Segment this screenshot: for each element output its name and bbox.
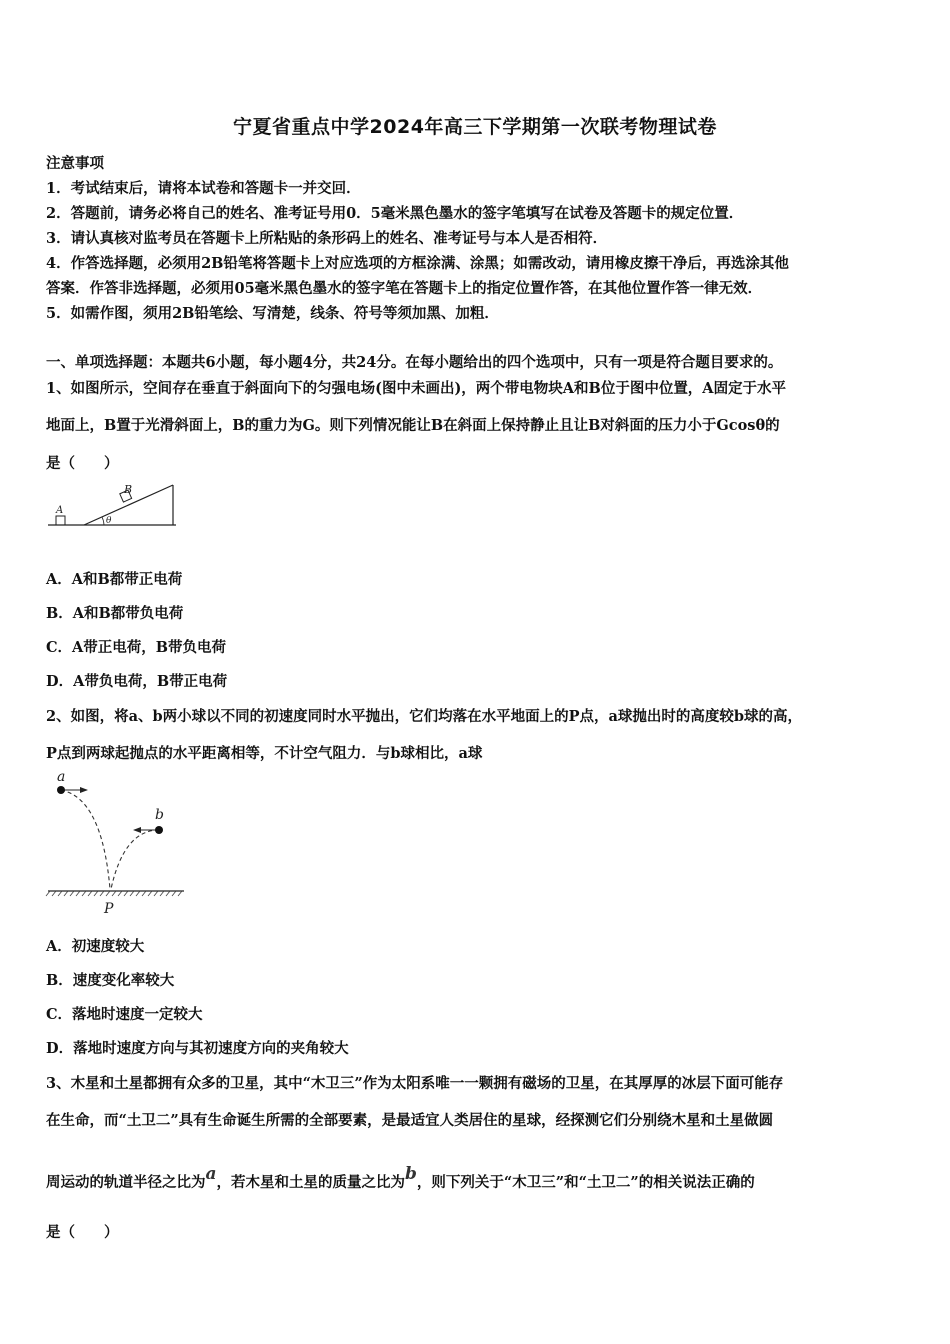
question-3-text — [46, 1164, 755, 1192]
notice-item: 答案．作答非选择题，必须用05毫米黑色墨水的签字笔在答题卡上的指定位置作答，在其他位置作答一律无效． — [46, 280, 763, 297]
label-a: a — [57, 769, 66, 785]
ball-a — [57, 786, 65, 794]
q3-line3-part3: ，则下列关于“木卫三”和“土卫二”的相关说法正确的 — [416, 1174, 755, 1191]
q1-option-b: B．A和B都带负电荷 — [46, 605, 184, 622]
q3-line3-part2: ，若木星和土星的质量之比为 — [216, 1174, 406, 1191]
question-2-text: P点到两球起抛点的水平距离相等，不计空气阻力．与b球相比，a球 — [46, 745, 483, 762]
question-3-text: 3、木星和土星都拥有众多的卫星，其中“木卫三”作为太阳系唯一一颗拥有磁场的卫星，在其厚厚的冰层下面可能存 — [46, 1075, 784, 1092]
question-1-text: 是（ ） — [46, 455, 119, 472]
q2-option-c: C．落地时速度一定较大 — [46, 1006, 203, 1023]
label-p: P — [104, 901, 114, 917]
q3-line3-part1: 周运动的轨道半径之比为 — [46, 1174, 206, 1191]
notice-item: 3．请认真核对监考员在答题卡上所粘贴的条形码上的姓名、准考证号与本人是否相符． — [46, 230, 608, 247]
angle-arc — [102, 517, 104, 525]
block-a — [56, 516, 65, 525]
q2-option-a: A．初速度较大 — [46, 938, 145, 955]
variable-a: a — [205, 1164, 217, 1184]
label-b: b — [155, 807, 164, 823]
notice-item: 4．作答选择题，必须用2B铅笔将答题卡上对应选项的方框涂满、涂黑；如需改动，请用橡皮擦干净后，再选涂其他 — [46, 255, 789, 272]
q1-option-a: A．A和B都带正电荷 — [46, 571, 183, 588]
notice-item: 1．考试结束后，请将本试卷和答题卡一并交回． — [46, 180, 361, 197]
q1-option-d: D．A带负电荷，B带正电荷 — [46, 673, 228, 690]
trajectory-b — [111, 830, 159, 889]
trajectory-a — [61, 790, 110, 889]
page-title: 宁夏省重点中学2024年高三下学期第一次联考物理试卷 — [233, 116, 717, 138]
q2-option-b: B．速度变化率较大 — [46, 972, 175, 989]
question-3-text: 是（ ） — [46, 1224, 119, 1241]
ball-b — [155, 826, 163, 834]
projectile-figure — [44, 768, 194, 918]
notice-item: 5．如需作图，须用2B铅笔绘、写清楚，线条、符号等须加黑、加粗． — [46, 305, 499, 322]
section-heading: 一、单项选择题：本题共6小题，每小题4分，共24分。在每小题给出的四个选项中，只有一项是符合题目要求的。 — [46, 354, 783, 371]
notice-item: 2．答题前，请务必将自己的姓名、准考证号用0．5毫米黑色墨水的签字笔填写在试卷及答题卡的规定位置． — [46, 205, 744, 222]
label-a: A — [56, 505, 64, 516]
label-b: B — [124, 483, 133, 496]
question-1-text: 地面上，B置于光滑斜面上，B的重力为G。则下列情况能让B在斜面上保持静止且让B对斜面的压力小于Gcosθ的 — [46, 417, 780, 434]
question-1-text: 1、如图所示，空间存在垂直于斜面向下的匀强电场(图中未画出)，两个带电物块A和B位于图中位置，A固定于水平 — [46, 380, 787, 397]
variable-b: b — [405, 1164, 417, 1184]
label-theta: θ — [106, 516, 112, 526]
q2-option-d: D．落地时速度方向与其初速度方向的夹角较大 — [46, 1040, 349, 1057]
ground-hatching — [46, 891, 182, 896]
question-3-text: 在生命，而“土卫二”具有生命诞生所需的全部要素，是最适宜人类居住的星球，经探测它们分别绕木星和土星做圆 — [46, 1112, 774, 1129]
notice-heading: 注意事项 — [46, 155, 104, 172]
incline-figure — [44, 480, 184, 532]
q1-option-c: C．A带正电荷，B带负电荷 — [46, 639, 227, 656]
question-2-text: 2、如图，将a、b两小球以不同的初速度同时水平抛出，它们均落在水平地面上的P点，a球抛出时的高度较b球的高， — [46, 708, 803, 725]
